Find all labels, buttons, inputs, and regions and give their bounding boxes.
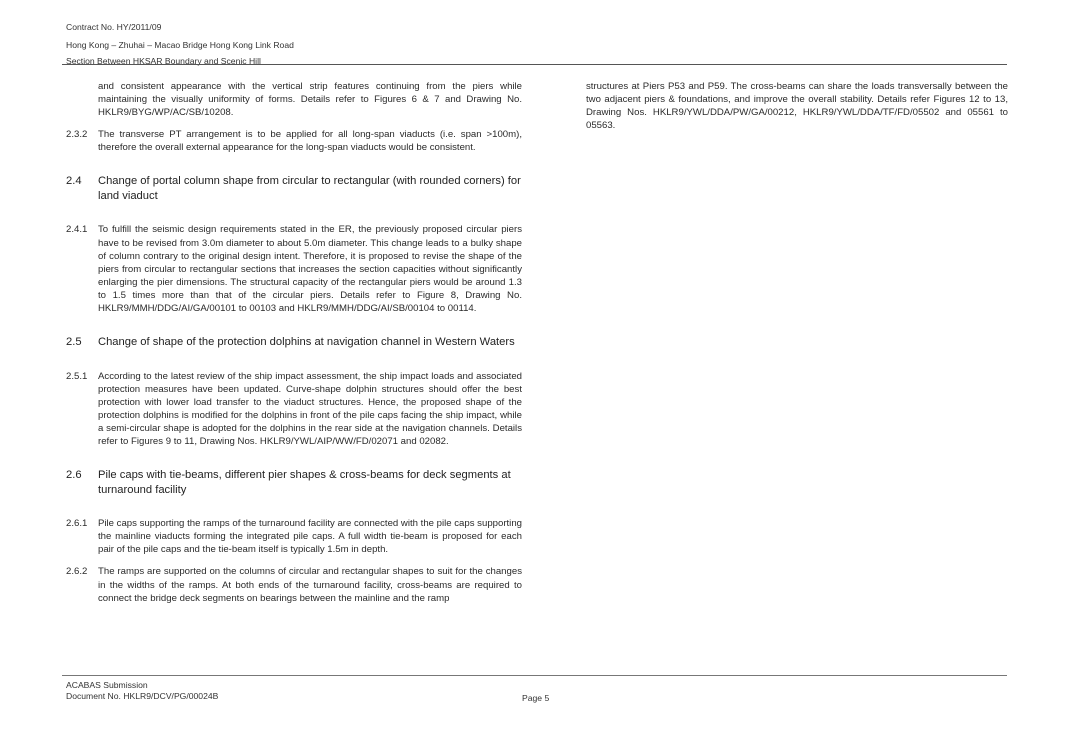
paragraph-2-6-2 <box>66 565 522 604</box>
footer-divider <box>62 675 1007 676</box>
paragraph-text: and consistent appearance with the vertical strip features continuing from the piers while maintaining the visually uniformity of forms. Details refer to Figures 6 & 7 and Drawing No. HKLR9/BYG/WP/AC/SB/10208. <box>98 81 522 119</box>
paragraph-text: The transverse PT arrangement is to be applied for all long-span viaducts (i.e. span >100m), therefore the overall external appearance for the long-span viaducts would be consistent. <box>98 129 522 154</box>
section-number: 2.5 <box>66 336 82 349</box>
header-section-title: Section Between HKSAR Boundary and Scenic Hill <box>66 56 261 66</box>
paragraph-2-6-2-continued <box>586 80 1008 132</box>
section-title: Pile caps with tie-beams, different pier shapes & cross-beams for deck segments at turnaround facility <box>98 469 511 496</box>
paragraph-number: 2.6.1 <box>66 518 88 530</box>
paragraph-text: structures at Piers P53 and P59. The cross-beams can share the loads transversally between the two adjacent piers & foundations, and improve the overall stability. Details refer Figures 12 to 13, Drawing Nos. HKLR9/YWL/DDA/PW/GA/00212, HKLR9/YWL/DDA/TF/FD/05502 and 05561 to 05563. <box>586 81 1008 132</box>
page-number: Page 5 <box>522 693 550 703</box>
paragraph-number: 2.4.1 <box>66 224 88 236</box>
footer-document-no: Document No. HKLR9/DCV/PG/00024B <box>66 691 219 701</box>
header-project-title: Hong Kong – Zhuhai – Macao Bridge Hong Kong Link Road <box>66 40 294 50</box>
paragraph-text: To fulfill the seismic design requirements stated in the ER, the previously proposed circular piers have to be revised from 3.0m diameter to about 5.0m diameter. This change leads to a bulky shape of column contrary to the original design intent. Therefore, it is proposed to revise the shape of the piers from circular to rectangular sections that increases the section capacities without significantly enlarging the pier dimensions. The structural capacity of the rectangular piers would be around 1.3 to 1.5 times more than that of the circular piers. Details refer to Figure 8, Drawing No. HKLR9/MMH/DDG/AI/GA/00101 to 00103 and HKLR9/MMH/DDG/AI/SB/00104 to 00114. <box>98 224 522 315</box>
footer-submission: ACABAS Submission <box>66 680 148 690</box>
section-heading-2-6 <box>66 468 522 497</box>
paragraph-2-3-2 <box>66 128 522 154</box>
paragraph-2-4-1 <box>66 223 522 315</box>
section-heading-2-4 <box>66 174 522 203</box>
section-heading-2-5 <box>66 335 522 350</box>
paragraph-2-6-1 <box>66 517 522 556</box>
left-column <box>66 80 522 614</box>
paragraph-continued <box>66 80 522 119</box>
header-contract-no: Contract No. HY/2011/09 <box>66 22 162 32</box>
section-number: 2.4 <box>66 175 82 188</box>
section-number: 2.6 <box>66 469 82 482</box>
paragraph-text: The ramps are supported on the columns of circular and rectangular shapes to suit for the changes in the widths of the ramps. At both ends of the turnaround facility, cross-beams are required to connect the bridge deck segments on bearings between the mainline and the ramp <box>98 566 522 604</box>
paragraph-text: According to the latest review of the ship impact assessment, the ship impact loads and associated protection measures have been updated. Curve-shape dolphin structures should offer the best protection with lower load transfer to the viaduct structures. Hence, the proposed shape of the protection dolphins is modified for the dolphins in front of the pile caps facing the ship impact, while a semi-circular shape is adopted for the dolphins in the rear side at the navigation channels. Details refer to Figures 9 to 11, Drawing Nos. HKLR9/YWL/AIP/WW/FD/02071 and 02082. <box>98 370 522 448</box>
paragraph-number: 2.3.2 <box>66 129 88 141</box>
paragraph-number: 2.5.1 <box>66 370 88 382</box>
paragraph-2-5-1 <box>66 370 522 449</box>
section-title: Change of portal column shape from circular to rectangular (with rounded corners) for land viaduct <box>98 175 521 202</box>
header-divider <box>62 64 1007 65</box>
section-title: Change of shape of the protection dolphins at navigation channel in Western Waters <box>98 336 515 349</box>
right-column <box>586 80 1008 141</box>
paragraph-number: 2.6.2 <box>66 566 88 578</box>
paragraph-text: Pile caps supporting the ramps of the turnaround facility are connected with the pile caps supporting the mainline viaducts forming the integrated pile caps. A full width tie-beam is proposed for each pair of the pile caps and the tie-beam itself is typically 1.5m in depth. <box>98 518 522 556</box>
